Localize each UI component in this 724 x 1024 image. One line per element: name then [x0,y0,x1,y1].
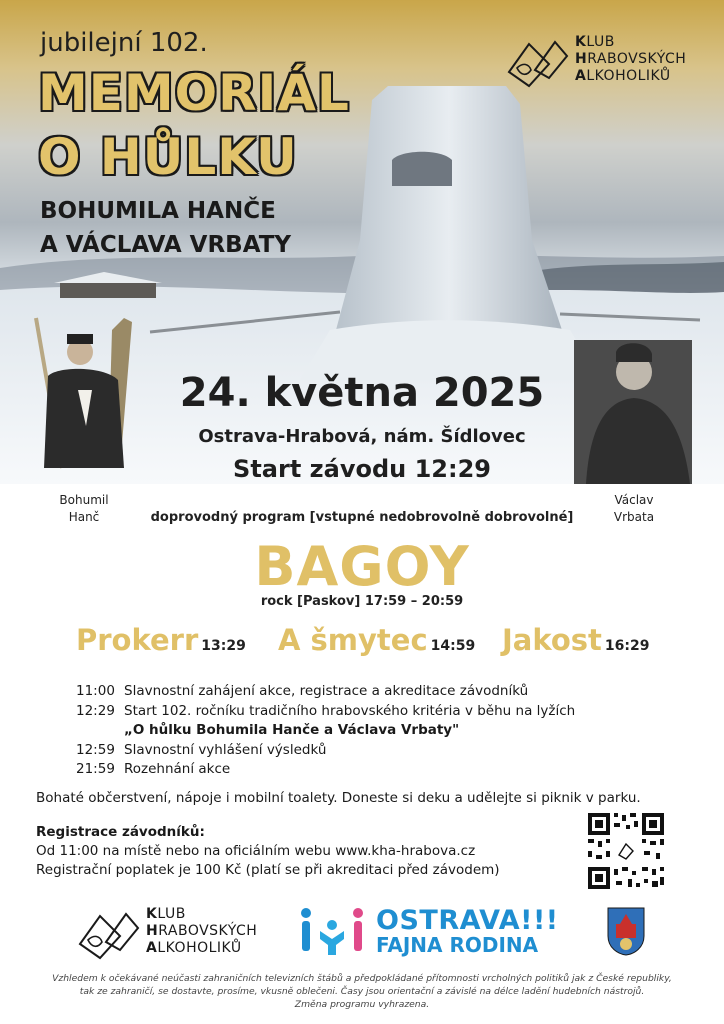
schedule-row [76,760,575,780]
qr-code-icon[interactable] [586,811,666,891]
schedule [76,682,575,780]
band-time: 14:59 [430,638,476,654]
band-name: A šmytec [278,623,428,657]
registration-title: Registrace závodníků: [36,824,205,840]
title-line2: O HŮLKU [38,128,298,186]
klub-word: LUB [157,906,186,922]
klub-name-bottom [146,906,257,957]
schedule-time [76,721,124,741]
klub-logo-icon [505,34,569,90]
pretitle: jubilejní 102. [40,28,208,58]
headliner: BAGOY [254,535,470,598]
band-prokerr [76,623,246,657]
caption-line: Bohumil [59,493,109,507]
band-jakost [502,623,650,657]
footer-line: Vzhledem k očekávané neúčasti zahraničních televizních štábů a předpokládané přítomnosti vrcholných politiků jak z České republiky, [52,973,672,984]
registration-line: Od 11:00 na místě nebo na oficiálním webu www.kha-hrabova.cz [36,843,476,859]
event-start: Start závodu 12:29 [233,455,491,483]
footer-note [20,972,704,1011]
band-name: Prokerr [76,623,199,657]
klub-word: LUB [586,34,615,50]
caption-line: Hanč [68,510,100,524]
klub-word: LKOHOLIKŮ [586,68,671,84]
klub-letter: H [575,51,588,67]
ostrava-fajna-rodina-logo [296,905,586,957]
event-place: Ostrava-Hrabová, nám. Šídlovec [198,426,526,447]
schedule-text: Start 102. ročníku tradičního hrabovského kritéria v běhu na lyžích [124,702,576,719]
klub-letter: K [575,34,587,50]
schedule-row [76,721,575,741]
band-time: 16:29 [604,638,650,654]
registration [36,823,500,880]
ostrava-title: OSTRAVA!!! [376,905,559,936]
band-name: Jakost [502,623,602,657]
schedule-time: 21:59 [76,761,115,778]
klub-word: RABOVSKÝCH [587,51,687,67]
footer-line: tak ze zahraničí, se dostavte, prosíme, vkusně oblečeni. Časy jsou orientační a závislé na délce ladění hudebních nástrojů. [79,986,645,997]
headliner-info: rock [Paskov] 17:59 – 20:59 [260,594,464,609]
schedule-text: Slavnostní zahájení akce, registrace a akreditace závodníků [124,683,529,699]
schedule-time: 11:00 [76,683,115,699]
schedule-row [76,702,575,722]
klub-letter: H [146,923,159,939]
footer-line: Změna programu vyhrazena. [294,999,430,1010]
coat-of-arms-icon [606,906,646,956]
klub-letter: A [146,940,158,956]
schedule-text: „O hůlku Bohumila Hanče a Václava Vrbaty" [124,722,460,739]
program-line: doprovodný program [vstupné nedobrovolně dobrovolné] [150,510,574,525]
caption-line: Vrbata [613,510,655,524]
band-time: 13:29 [201,638,246,654]
klub-logo-bottom [76,906,276,962]
schedule-row [76,682,575,702]
ostrava-subtitle: FAJNA RODINA [376,933,539,957]
band-a-smytec [278,623,475,657]
schedule-text: Rozehnání akce [124,761,231,778]
klub-word: LKOHOLIKŮ [157,940,242,956]
event-date: 24. května 2025 [179,370,545,416]
caption-line: Václav [614,493,654,507]
schedule-time: 12:59 [76,741,115,758]
klub-logo-icon [76,906,140,962]
family-icon [296,905,372,957]
klub-letter: K [146,906,158,922]
subtitle-line2: A VÁCLAVA VRBATY [40,232,292,258]
title-line1: MEMORIÁL [38,64,350,122]
klub-name-top [575,34,686,85]
schedule-row [76,741,575,761]
registration-line: Registrační poplatek je 100 Kč (platí se při akreditaci před závodem) [36,862,500,878]
schedule-text: Slavnostní vyhlášení výsledků [124,741,327,758]
klub-logo-top [505,34,705,90]
klub-word: RABOVSKÝCH [158,923,258,939]
klub-letter: A [575,68,587,84]
refreshments-note: Bohaté občerstvení, nápoje i mobilní toalety. Doneste si deku a udělejte si piknik v parku. [36,790,641,806]
subtitle-line1: BOHUMILA HANČE [40,198,276,224]
schedule-time: 12:29 [76,702,115,719]
